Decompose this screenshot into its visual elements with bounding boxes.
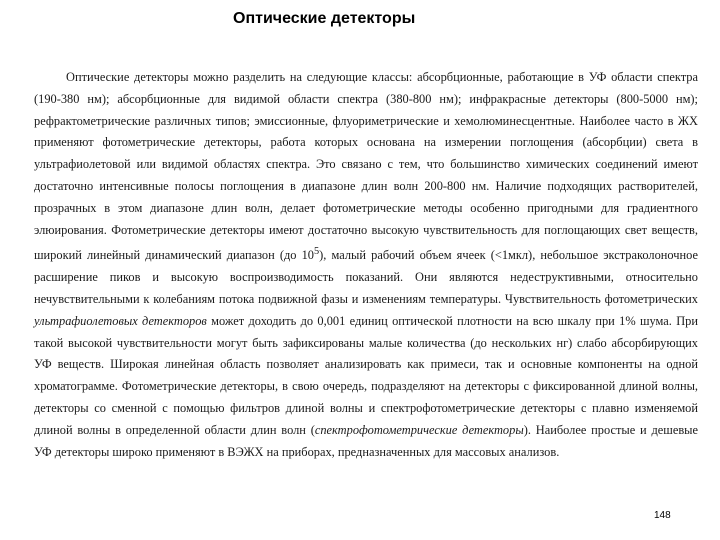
- page-number: 148: [654, 510, 671, 521]
- paragraph-superscript: 5: [314, 246, 320, 258]
- main-paragraph: [34, 67, 698, 463]
- paragraph-text-part-4: ). Наиболее простые и дешевые УФ детекторы широко применяют в ВЭЖХ на приборах, предназначенных для массовых анализов.: [34, 422, 698, 459]
- paragraph-text-part-1: Оптические детекторы можно разделить на следующие классы: абсорбционные, работающие в УФ области спектра (190-380 нм); абсорбционные для видимой области спектра (380-800 нм); инфракрасные детекторы (800-5000 нм); рефрактометрические различных типов; эмиссионные, флуориметрические и хемолюминесцентные. Наиболее часто в ЖХ применяют фотометрические детекторы, работа которых основана на измерении поглощения (абсорбции) света в ультрафиолетовой или видимой областях спектра. Это связано с тем, что большинство химических соединений имеют достаточно интенсивные полосы поглощения в диапазоне длин волн 200-800 нм. Наличие подходящих растворителей, прозрачных в этом диапазоне длин волн, делает фотометрические методы особенно пригодными для градиентного элюирования. Фотометрические детекторы имеют достаточно высокую чувствительность для поглощающих свет веществ, широкий линейный динамический диапазон (до 10: [34, 70, 698, 263]
- page-title: Оптические детекторы: [233, 10, 416, 27]
- paragraph-text-part-3: может доходить до 0,001 единиц оптической плотности на всю шкалу при 1% шума. При такой высокой чувствительности могут быть зафиксированы малые количества (до нескольких нг) слабо абсорбирующих УФ веществ. Широкая линейная область позволяет анализировать как примеси, так и основные компоненты на одной хроматограмме. Фотометрические детекторы, в свою очередь, подразделяют на детекторы с фиксированной длиной волны, детекторы со сменной с помощью фильтров длиной волны и спектрофотометрические детекторы с плавно изменяемой длиной волны в определенной области длин волн (: [34, 313, 698, 437]
- paragraph-italic-term-2: спектрофотометрические детекторы: [314, 422, 524, 437]
- paragraph-italic-term-1: ультрафиолетовых детекторов: [34, 313, 207, 328]
- paragraph-text-part-2: ), малый рабочий объем ячеек (<1мкл), небольшое экстраколоночное расширение пиков и высокую воспроизводимость показаний. Они являются недеструктивными, относительно нечувствительными к колебаниям потока подвижной фазы и изменениям температуры. Чувствительность фотометрических: [34, 248, 698, 307]
